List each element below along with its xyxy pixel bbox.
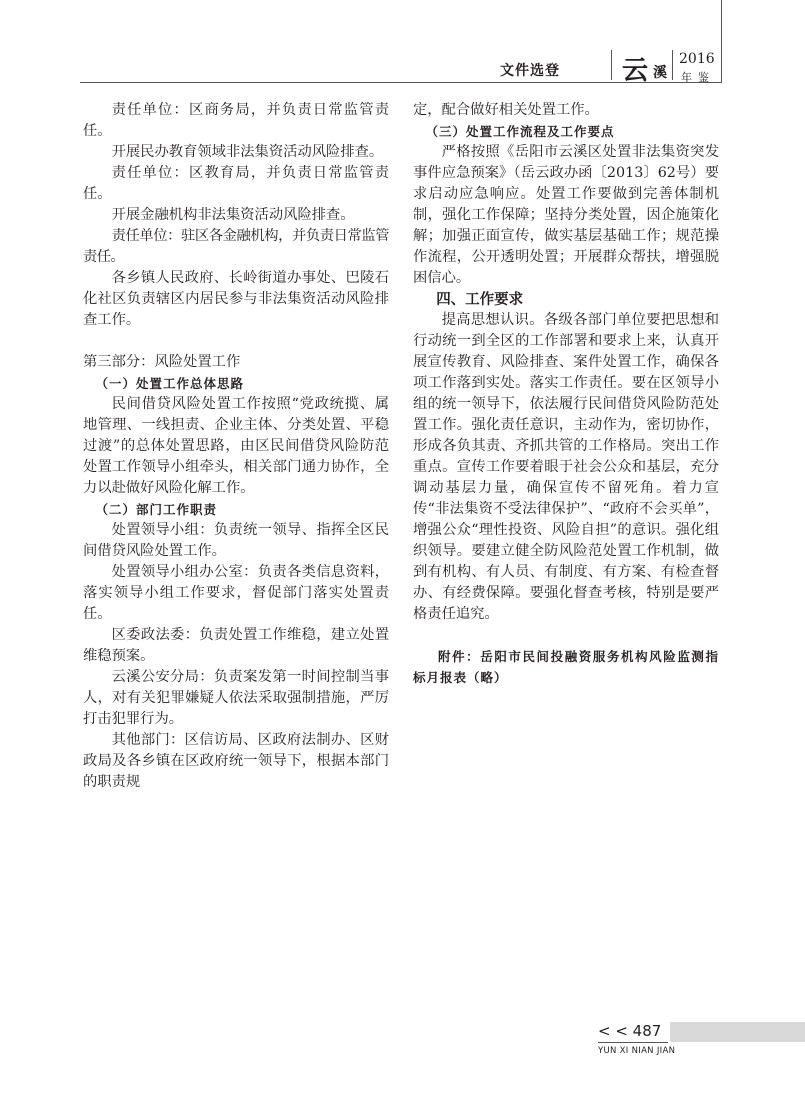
subheading-department-duties: （二）部门工作职责 [95, 502, 218, 517]
paragraph: 云溪公安分局：负责案发第一时间控制当事人，对有关犯罪嫌疑人依法采取强制措施，严厉打击犯罪行为。 [83, 669, 389, 727]
left-column [83, 100, 389, 793]
right-column [413, 100, 719, 688]
paragraph: 责任单位：区商务局，并负责日常监管责任。 [83, 102, 389, 139]
paragraph: 提高思想认识。各级各部门单位要把思想和行动统一到全区的工作部署和要求上来，认真开展宣传教育、风险排查、案件处置工作，确保各项工作落到实处。落实工作责任。要在区领导小组的统一领导下，依法履行民间借贷风险防范处置工作。强化责任意识，主动作为，密切协作，形成各负其责、齐抓共管的工作格局。突出工作重点。宣传工作要着眼于社会公众和基层，充分调动基层力量，确保宣传不留死角。着力宣传“非法集资不受法律保护”、“政府不会买单”，增强公众“理性投资、风险自担”的意识。强化组织领导。要建立健全防风险范处置工作机制，做到有机构、有人员、有制度、有方案、有检查督办、有经费保障。要强化督查考核，特别是要严格责任追究。 [413, 312, 719, 622]
header-logo-xi: 溪 [653, 65, 667, 81]
paragraph: 民间借贷风险处置工作按照“党政统揽、属地管理、一线担责、企业主体、分类处置、平稳过渡”的总体处置思路，由区民间借贷风险防范处置工作领导小组牵头，相关部门通力协作，全力以赴做好风险化解工作。 [83, 396, 389, 496]
header-section-title: 文件选登 [500, 63, 560, 79]
footer-bar [670, 1022, 805, 1042]
header-vertical-rule [721, 0, 722, 82]
paragraph: 处置领导小组：负责统一领导、指挥全区民间借贷风险处置工作。 [83, 522, 389, 559]
paragraph: 区委政法委：负责处置工作维稳，建立处置维稳预案。 [83, 627, 389, 664]
subheading-overall-approach: （一）处置工作总体思路 [95, 376, 245, 391]
paragraph: 责任单位：驻区各金融机构，并负责日常监管责任。 [83, 228, 389, 265]
paragraph: 定，配合做好相关处置工作。 [413, 102, 599, 118]
footer-rule [598, 1042, 668, 1043]
paragraph: 开展金融机构非法集资活动风险排查。 [111, 207, 355, 223]
paragraph: 其他部门：区信访局、区政府法制办、区财政局及各乡镇在区政府统一领导下，根据本部门的职责规 [83, 732, 389, 790]
section-heading-requirements: 四、工作要求 [436, 291, 524, 308]
subheading-process: （三）处置工作流程及工作要点 [425, 124, 615, 139]
paragraph: 严格按照《岳阳市云溪区处置非法集资突发事件应急预案》（岳云政办函〔2013〕62号）要求启动应急响应。处置工作要做到完善体制机制，强化工作保障；坚持分类处置，因企施策化解；加强正面宣传，做实基层基础工作；规范操作流程，公开透明处置；开展群众帮扶，增强脱困信心。 [413, 144, 719, 286]
header-year: 2016 [679, 51, 715, 67]
part3-heading: 第三部分：风险处置工作 [83, 354, 241, 370]
paragraph: 各乡镇人民政府、长岭街道办事处、巴陵石化社区负责辖区内居民参与非法集资活动风险排查工作。 [83, 270, 389, 328]
header-logo-yun: 云 [622, 56, 649, 86]
attachment-note: 附件：岳阳市民间投融资服务机构风险监测指标月报表（略） [413, 649, 719, 685]
paragraph: 开展民办教育领域非法集资活动风险排查。 [111, 144, 384, 160]
paragraph: 处置领导小组办公室：负责各类信息资料，落实领导小组工作要求，督促部门落实处置责任。 [83, 564, 389, 622]
paragraph: 责任单位：区教育局，并负责日常监管责任。 [83, 165, 389, 202]
footer-publication: YUN XI NIAN JIAN [598, 1046, 676, 1056]
page-number: < < 487 [598, 1022, 662, 1040]
header-nianjian: 年鉴 [681, 71, 715, 84]
